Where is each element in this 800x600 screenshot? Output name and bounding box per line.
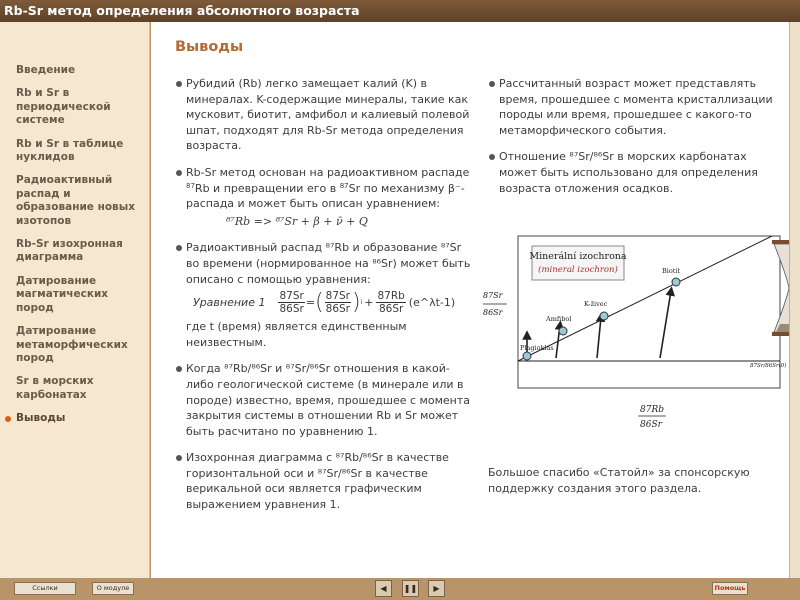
last-page-button[interactable]: ▶ <box>428 580 445 597</box>
frac-sr-ratio-initial: $\frac{87Sr}{86Sr}$ <box>325 290 350 316</box>
sidebar-item-1[interactable]: Введение <box>16 64 76 76</box>
diagram-title: Minerální izochrona <box>529 251 627 262</box>
first-page-button[interactable]: ◀ <box>375 580 392 597</box>
x-axis-numerator: 87Rb <box>640 405 664 415</box>
label-biotite: Biotit <box>662 267 681 275</box>
point-plagioclase <box>523 352 531 360</box>
initial-ratio-label: 87Sr/86Sr(0) <box>750 363 787 369</box>
pause-button[interactable]: ❚❚ <box>402 580 419 597</box>
isochron-diagram <box>480 234 800 452</box>
label-k-feldspar: K-živec <box>584 300 608 308</box>
page-title: Выводы <box>175 39 244 55</box>
paragraph-decay-method: Rb-Sr метод основан на радиоактивном распаде $^{87}$Rb и превращении его в $^{87}$Sr по механизму β⁻- распада и может быть описан уравнением: ⁸⁷Rb => ⁸⁷Sr + β + ν̄ + Q <box>175 165 475 229</box>
exponent-term: (e^λt-1) <box>408 295 456 309</box>
paragraph-carbonates: Отношение ⁸⁷Sr/⁸⁶Sr в морских карбонатах может быть использовано для определения возраста отложения осадков. <box>488 149 784 196</box>
sidebar-item-6[interactable]: Датирование магматических пород <box>16 274 109 314</box>
equation-label: Уравнение 1 <box>193 295 266 309</box>
y-axis-denominator: 86Sr <box>483 308 503 317</box>
frac-sr-ratio: $\frac{87Sr}{86Sr}$ <box>279 290 304 316</box>
decay-formula: ⁸⁷Rb => ⁸⁷Sr + β + ν̄ + Q <box>226 214 368 228</box>
x-axis-denominator: 86Sr <box>640 420 662 430</box>
sidebar-nav <box>4 64 146 436</box>
point-k-feldspar <box>600 312 608 320</box>
frac-rb-ratio: $\frac{87Rb}{86Sr}$ <box>377 290 405 316</box>
sidebar-item-5[interactable]: Rb-Sr изохронная диаграмма <box>16 238 123 264</box>
diagram-subtitle: (mineral izochron) <box>538 265 618 275</box>
window-title: Rb-Sr метод определения абсолютного возраста <box>0 0 800 22</box>
sidebar-item-2[interactable]: Rb и Sr в периодической системе <box>16 87 111 127</box>
point-biotite <box>672 278 680 286</box>
bottom-toolbar <box>0 578 800 600</box>
sidebar-item-7[interactable]: Датирование метаморфических пород <box>16 325 128 364</box>
sidebar-item-8[interactable]: Sr в морских карбонатах <box>16 375 94 401</box>
equation-1: Уравнение 1 $\frac{87Sr}{86Sr}$ = ( $\frac{87Sr}{86Sr}$ ) i + $\frac{87Rb}{86Sr}$ (e^λt-1) <box>193 289 456 316</box>
vertical-scrollbar[interactable] <box>789 22 800 578</box>
label-plagioclase: Plagioklas <box>520 344 554 352</box>
sidebar-item-4[interactable]: Радиоактивный распад и образование новых изотопов <box>16 174 135 227</box>
left-column <box>175 76 475 524</box>
links-button[interactable]: Ссылки <box>14 582 76 595</box>
paragraph-age: Рассчитанный возраст может представлять время, прошедшее с момента кристаллизации породы или время, прошедшее с какого-то метаморфического события. <box>488 76 784 138</box>
about-module-button[interactable]: О модуле <box>92 582 134 595</box>
sponsor-thanks: Большое спасибо «Статойл» за спонсорскую поддержку создания этого раздела. <box>488 466 750 495</box>
label-amphibole: Amfibol <box>546 315 572 323</box>
paragraph-closure: Когда ⁸⁷Rb/⁸⁶Sr и ⁸⁷Sr/⁸⁶Sr отношения в какой-либо геологической системе (в минерале или в породе) известно, время, прошедшее с момента закрытия системы в отношении Rb и Sr может быть расчитано по уравнению 1. <box>175 361 475 439</box>
sidebar <box>0 22 150 578</box>
sidebar-item-3[interactable]: Rb и Sr в таблице нуклидов <box>16 137 124 164</box>
sidebar-item-9[interactable]: Выводы <box>4 412 146 425</box>
paragraph-isochron: Изохронная диаграмма с ⁸⁷Rb/⁸⁶Sr в качестве горизонтальной оси и ⁸⁷Sr/⁸⁶Sr в качестве верикальной оси является графическим выражением уравнения 1. <box>175 450 475 512</box>
y-axis-numerator: 87Sr <box>483 291 503 300</box>
point-amphibole <box>559 327 567 335</box>
right-column <box>488 76 784 207</box>
paragraph-equation: Радиоактивный распад ⁸⁷Rb и образование ⁸⁷Sr во времени (нормированное на ⁸⁶Sr) может быть описано с помощью уравнения: Уравнение 1 $\frac{87Sr}{86Sr}$ = ( $\frac{87Sr}{86Sr}$ ) i + $\frac{87Rb}{86Sr}$ (e^λt-1) где t (время) является единственным неизвестным. <box>175 240 475 350</box>
paragraph-rubidium: Рубидий (Rb) легко замещает калий (K) в минералах. K-содержащие минералы, такие как мусковит, биотит, амфибол и калиевый полевой шпат, подходят для Rb-Sr метода определения возраста. <box>175 76 475 154</box>
help-button[interactable]: Помощь <box>712 582 748 595</box>
